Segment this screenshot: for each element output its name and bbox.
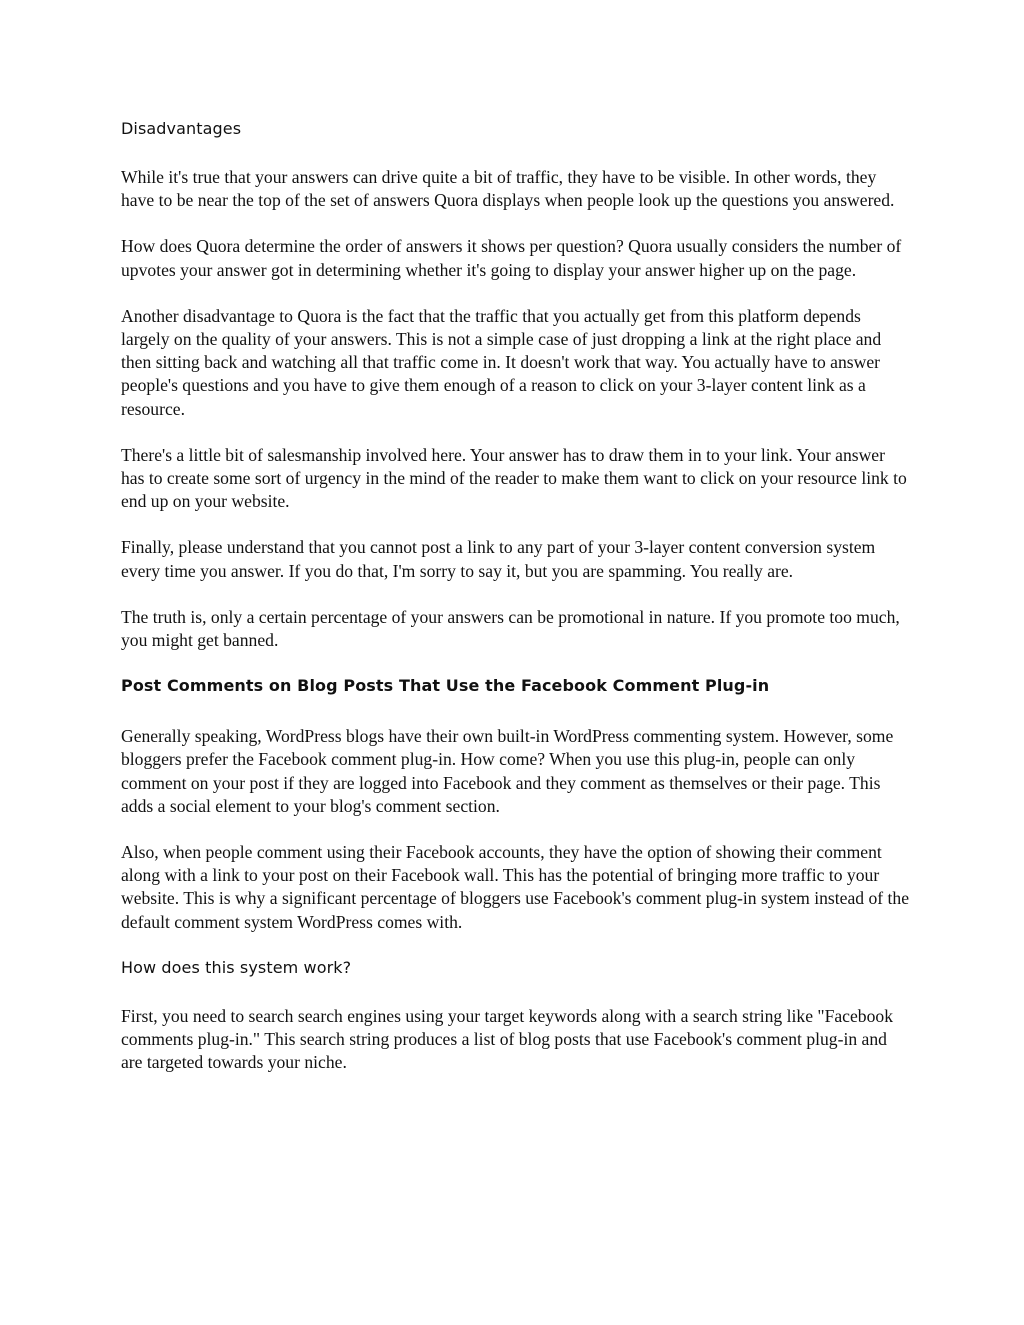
section-subheading-how-it-works: How does this system work? [121,957,352,977]
paragraph: How does Quora determine the order of answers it shows per question? Quora usually considers the number of upvotes your answer got in determining whether it's going to display your answer higher up on the page. [121,236,902,280]
paragraph: There's a little bit of salesmanship involved here. Your answer has to draw them in to your link. Your answer has to create some sort of urgency in the mind of the reader to make them want to click on your resource link to end up on your website. [121,444,907,512]
section-subheading-disadvantages: Disadvantages [121,119,242,138]
section-heading-facebook-comments: Post Comments on Blog Posts That Use the Facebook Comment Plug-in [121,676,770,696]
page-content [121,118,911,1097]
paragraph: The truth is, only a certain percentage of your answers can be promotional in nature. If you promote too much, you might get banned. [121,606,900,651]
paragraph: Also, when people comment using their Facebook accounts, they have the option of showing their comment along with a link to your post on their Facebook wall. This has the potential of bringing more traffic to your website. This is why a significant percentage of bloggers use Facebook's comment plug-in system instead of the default comment system WordPress comes with. [121,842,910,932]
paragraph: First, you need to search search engines using your target keywords along with a search string like "Facebook comments plug-in." This search string produces a list of blog posts that use Facebook's comment plug-in and are targeted towards your niche. [121,1005,893,1073]
paragraph: Generally speaking, WordPress blogs have their own built-in WordPress commenting system. However, some bloggers prefer the Facebook comment plug-in. How come? When you use this plug-in, people can only comment on your post if they are logged into Facebook and they comment as themselves or their page. This adds a social element to your blog's comment section. [121,726,894,816]
paragraph: Another disadvantage to Quora is the fact that the traffic that you actually get from this platform depends largely on the quality of your answers. This is not a simple case of just dropping a link at the right place and then sitting back and watching all that traffic come in. It doesn't work that way. You actually have to answer people's questions and you have to give them enough of a reason to click on your 3-layer content link as a resource. [121,305,882,419]
paragraph: Finally, please understand that you cannot post a link to any part of your 3-layer content conversion system every time you answer. If you do that, I'm sorry to say it, but you are spamming. You really are. [121,537,876,581]
paragraph: While it's true that your answers can drive quite a bit of traffic, they have to be visible. In other words, they have to be near the top of the set of answers Quora displays when people look up the questions you answered. [121,167,895,211]
